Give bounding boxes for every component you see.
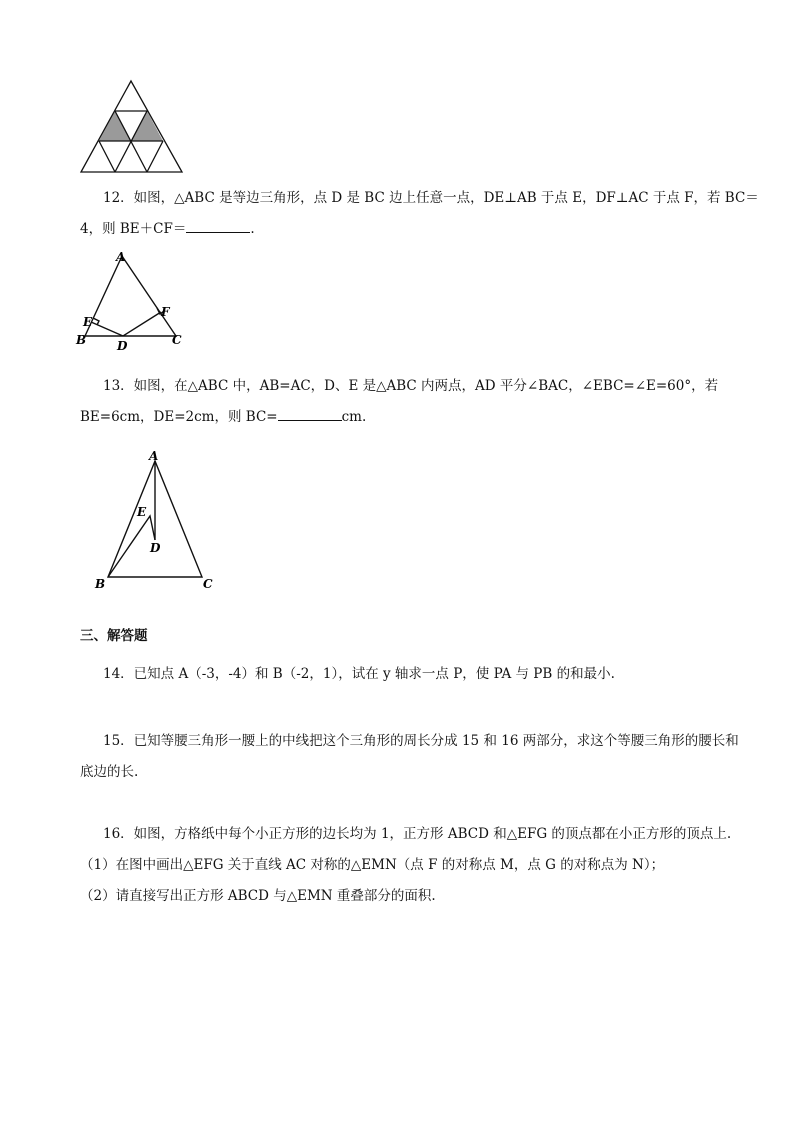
q12-line1: 12．如图，△ABC 是等边三角形，点 D 是 BC 边上任意一点，DE⊥AB 于点 E，DF⊥AC 于点 F，若 BC＝ [103, 190, 759, 206]
shaded-triangle-left [99, 111, 131, 141]
q13-line2-text: BE=6cm，DE=2cm，则 BC= [80, 409, 278, 425]
q12-line2-text: 4，则 BE＋CF＝ [80, 221, 187, 237]
q12-line2-end: . [250, 221, 255, 237]
q15-line2: 底边的长. [80, 764, 139, 780]
q14-text: 14．已知点 A（-3，-4）和 B（-2，1），试在 y 轴求一点 P，使 PA 与 PB 的和最小. [103, 666, 615, 682]
q13-line2-end: cm. [341, 409, 367, 425]
q12-perp-df [123, 312, 161, 336]
shaded-triangle-right [131, 111, 163, 141]
q13-label-a: A [149, 449, 159, 463]
q12-label-a: A [116, 250, 126, 264]
q12-triangle-figure [72, 248, 192, 352]
q12-label-d: D [117, 339, 128, 352]
section-title: 三、解答题 [80, 628, 148, 644]
q12-answer-blank [186, 218, 250, 233]
q12-perp-de [91, 322, 123, 336]
q12-triangle-abc [85, 256, 176, 336]
triangle-grid-figure [78, 78, 188, 176]
q16-line1: 16．如图，方格纸中每个小正方形的边长均为 1，正方形 ABCD 和△EFG 的顶点都在小正方形的顶点上. [103, 826, 732, 842]
q12-label-e: E [83, 315, 93, 329]
q13-segment-bed [108, 516, 155, 577]
q13-label-d: D [150, 541, 161, 555]
q13-answer-blank [278, 406, 342, 421]
q13-label-e: E [137, 505, 147, 519]
outer-triangle [81, 81, 182, 172]
q12-label-c: C [172, 333, 182, 347]
q13-line1: 13．如图，在△ABC 中，AB=AC，D、E 是△ABC 内两点，AD 平分∠BAC，∠EBC=∠E=60°，若 [103, 378, 719, 394]
q12-label-f: F [161, 305, 170, 319]
q13-triangle-figure [90, 446, 220, 592]
q12-line2 [80, 217, 255, 237]
q16-part1: （1）在图中画出△EFG 关于直线 AC 对称的△EMN（点 F 的对称点 M，点 G 的对称点为 N）； [80, 857, 665, 873]
q13-line2 [80, 405, 366, 425]
q13-label-c: C [203, 577, 213, 591]
q16-part2: （2）请直接写出正方形 ABCD 与△EMN 重叠部分的面积. [80, 888, 436, 904]
q15-line1: 15．已知等腰三角形一腰上的中线把这个三角形的周长分成 15 和 16 两部分，求这个等腰三角形的腰长和 [103, 733, 739, 749]
q12-label-b: B [76, 333, 87, 347]
q13-label-b: B [95, 577, 106, 591]
